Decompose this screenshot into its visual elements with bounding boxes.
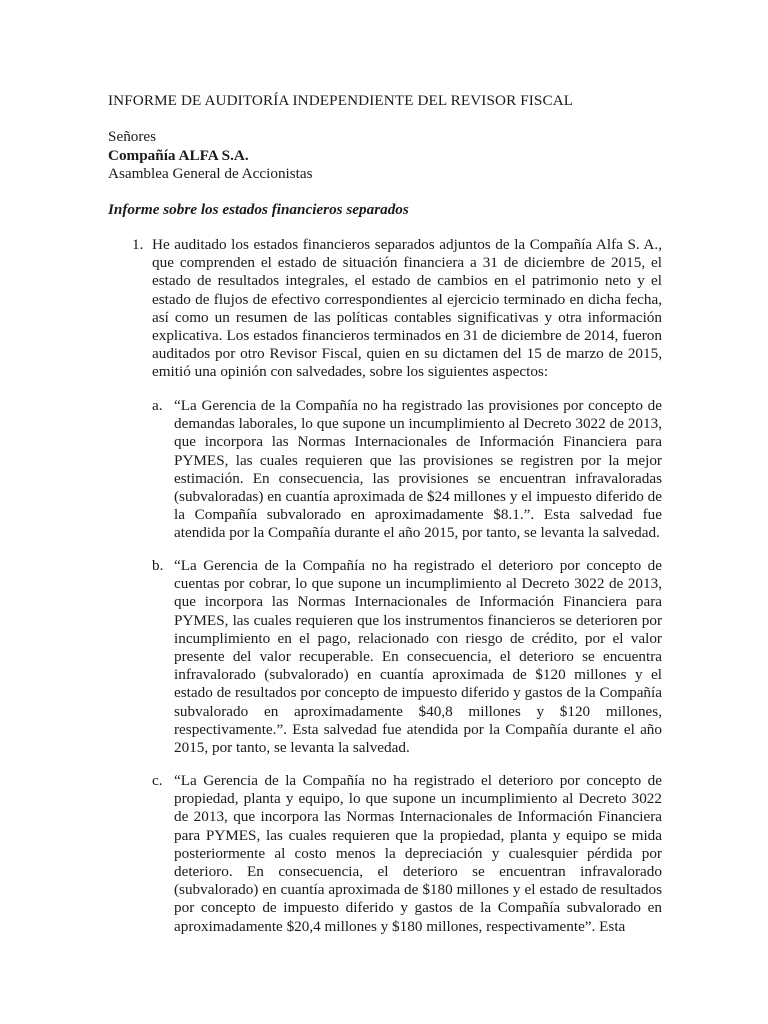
paragraph-number: 1. [132,236,144,253]
section-heading: Informe sobre los estados financieros separados [108,201,409,218]
subparagraph-letter: c. [152,772,163,789]
subparagraph-b [152,557,662,757]
subparagraph-text: “La Gerencia de la Compañía no ha registrado el deterioro por concepto de cuentas por cobrar, lo que supone un incumplimiento al Decreto 3022 de 2013, que incorpora las Normas Internacionales de Información Financiera para PYMES, las cuales requieren que los instrumentos financieros se deterioren por incumplimiento en el pago, relacionado con riesgo de crédito, por el valor presente del valor recuperable. En consecuencia, el deterioro se encuentra infravalorado (subvalorado) en cuantía aproximada de $120 millones y el estado de resultados por concepto de impuesto diferido y gastos de la Compañía subvalorado en aproximadamente $40,8 millones y $120 millones, respectivamente.”. Esta salvedad fue atendida por la Compañía durante el año 2015, por tanto, se levanta la salvedad. [174,557,662,757]
paragraph-text: He auditado los estados financieros separados adjuntos de la Compañía Alfa S. A., que comprenden el estado de situación financiera a 31 de diciembre de 2015, el estado de resultados integrales, el estado de cambios en el patrimonio neto y el estado de flujos de efectivo correspondientes al ejercicio terminado en dicha fecha, así como un resumen de las políticas contables significativas y otra información explicativa. Los estados financieros terminados en 31 de diciembre de 2014, fueron auditados por otro Revisor Fiscal, quien en su dictamen del 15 de marzo de 2015, emitió una opinión con salvedades, sobre los siguientes aspectos: [152,236,662,381]
subparagraph-text: “La Gerencia de la Compañía no ha registrado las provisiones por concepto de demandas laborales, lo que supone un incumplimiento al Decreto 3022 de 2013, que incorpora las Normas Internacionales de Información Financiera para PYMES, las cuales requieren que las provisiones se registren por la mejor estimación. En consecuencia, las provisiones se encuentran infravaloradas (subvaloradas) en cuantía aproximada de $24 millones y el impuesto diferido de la Compañía subvalorado en aproximadamente $8.1.”. Esta salvedad fue atendida por la Compañía durante el año 2015, por tanto, se levanta la salvedad. [174,397,662,542]
addressee: Asamblea General de Accionistas [108,165,313,182]
subparagraph-letter: b. [152,557,164,574]
document-title: INFORME DE AUDITORÍA INDEPENDIENTE DEL REVISOR FISCAL [108,92,574,109]
company-name: Compañía ALFA S.A. [108,146,249,164]
subparagraph-text: “La Gerencia de la Compañía no ha registrado el deterioro por concepto de propiedad, planta y equipo, lo que supone un incumplimiento al Decreto 3022 de 2013, que incorpora las Normas Internacionales de Información Financiera para PYMES, las cuales requieren que la propiedad, planta y equipo se mida posteriormente al costo menos la depreciación y cualesquier pérdida por deterioro. En consecuencia, el deterioro se encuentran infravalorado (subvalorado) en cuantía aproximada de $180 millones y el estado de resultados por concepto de impuesto diferido y gastos de la Compañía subvalorado en aproximadamente $20,4 millones y $180 millones, respectivamente”. Esta [174,772,662,935]
greeting: Señores [108,128,157,145]
subparagraph-c [152,772,662,936]
numbered-paragraph-1 [108,236,662,382]
subparagraph-letter: a. [152,397,163,414]
subparagraph-a [152,397,662,543]
salutation-block [108,128,313,184]
